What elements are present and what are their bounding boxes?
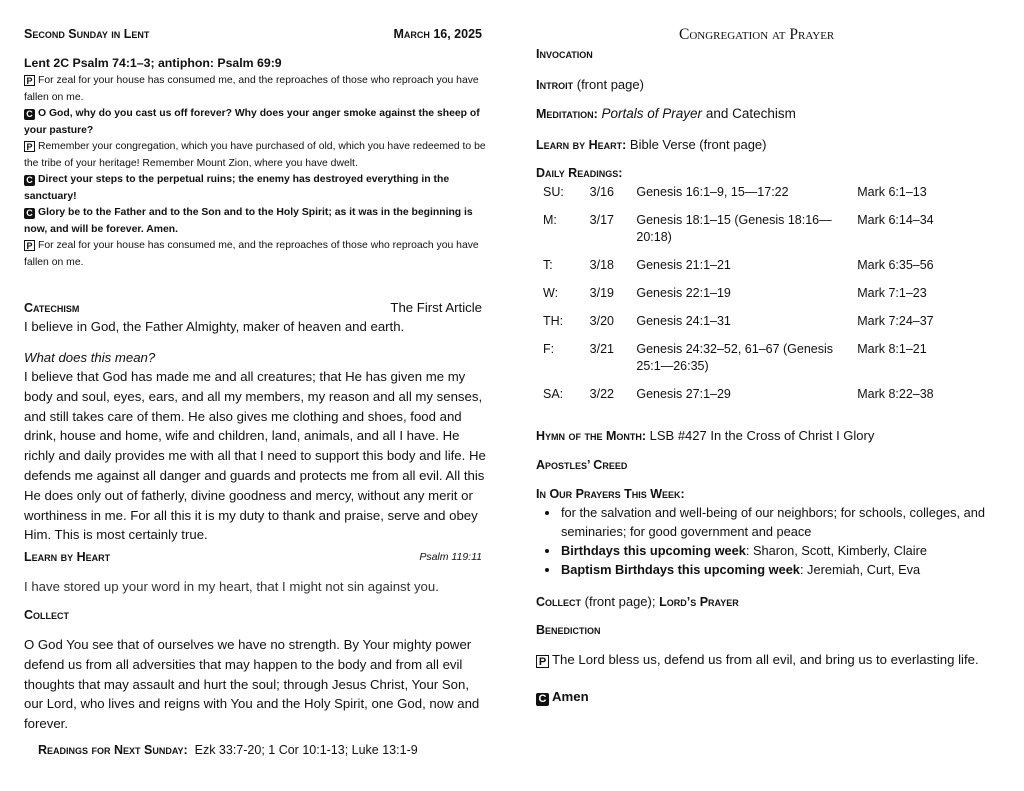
- hymn-text: LSB #427 In the Cross of Christ I Glory: [649, 428, 875, 443]
- introit-note: (front page): [576, 77, 644, 92]
- psalm-title: Lent 2C Psalm 74:1–3; antiphon: Psalm 69:9: [24, 56, 282, 70]
- reading-date: 3/20: [589, 314, 615, 328]
- introit-label: Introit: [536, 77, 574, 92]
- reading-nt: Mark 6:35–56: [857, 258, 934, 272]
- reading-date: 3/19: [589, 286, 615, 300]
- prayer-item: • for the salvation and well-being of our neighbors; for schools, colleges, and seminaries; for good government and peace: [560, 503, 1000, 541]
- psalm-line: P Remember your congregation, which you have purchased of old, which you have redeemed to be the tribe of your heritage! Remember Mount Zion, where you have dwelt.: [24, 141, 486, 169]
- learn-by-heart-label: Learn by Heart:: [536, 138, 627, 152]
- reading-nt: Mark 8:1–21: [857, 342, 927, 356]
- learn-reference: Psalm 119:11: [419, 551, 482, 563]
- collect-text: O God You see that of ourselves we have no strength. By Your mighty power defend us from all adversities that may happen to the body and from all evil thoughts that may assault and hurt the soul; through Jesus Christ, Your Son, our Lord, who lives and reigns with You and the Holy Spirit, one God, now and forever.: [24, 637, 480, 732]
- reading-date: 3/22: [589, 387, 615, 401]
- reading-ot: Genesis 22:1–19: [636, 286, 731, 300]
- learn-heading: Learn by Heart: [24, 550, 111, 564]
- congregation-badge-icon: C: [24, 208, 35, 219]
- prayer-item: • Birthdays this upcoming week: Sharon, Scott, Kimberly, Claire: [560, 541, 1000, 560]
- daily-reading-row: [543, 341, 986, 386]
- reading-day: W:: [543, 286, 559, 300]
- reading-ot: Genesis 24:1–31: [636, 314, 731, 328]
- collect-note: (front page);: [584, 594, 656, 609]
- daily-reading-row: [543, 184, 986, 212]
- creed-heading: Apostles’ Creed: [536, 458, 628, 472]
- prayers-heading: In Our Prayers This Week:: [536, 487, 685, 501]
- reading-date: 3/17: [589, 213, 615, 227]
- daily-reading-row: [543, 386, 986, 403]
- prayers-list: [536, 503, 1000, 579]
- daily-reading-row: [543, 285, 986, 313]
- daily-readings-heading: Daily Readings:: [536, 166, 623, 180]
- service-date: March 16, 2025: [393, 27, 482, 41]
- hymn-line: [536, 428, 874, 443]
- daily-readings-table: [543, 184, 986, 403]
- psalm-line: C Glory be to the Father and to the Son and to the Holy Spirit; as it was in the beginning is now, and will be forever. Amen.: [24, 207, 473, 235]
- congregation-badge-icon: C: [24, 109, 35, 120]
- reading-day: TH:: [543, 314, 564, 328]
- next-sunday-readings: Readings for Next Sunday: Ezk 33:7-20; 1 Cor 10:1-13; Luke 13:1-9: [38, 743, 418, 757]
- daily-reading-row: [543, 212, 986, 257]
- service-title: Second Sunday in Lent: [24, 27, 150, 41]
- daily-reading-row: [543, 257, 986, 285]
- reading-nt: Mark 6:1–13: [857, 185, 927, 199]
- reading-nt: Mark 7:1–23: [857, 286, 927, 300]
- collect-line: [536, 594, 739, 609]
- learn-by-heart-text: Bible Verse (front page): [629, 137, 767, 152]
- reading-ot: Genesis 16:1–9, 15—17:22: [636, 185, 789, 199]
- congregation-badge-icon: C: [536, 693, 549, 706]
- meditation-rest: and Catechism: [705, 106, 796, 121]
- reading-day: SU:: [543, 185, 564, 199]
- psalm-line: P For zeal for your house has consumed me, and the reproaches of those who reproach you have fallen on me.: [24, 240, 479, 268]
- meditation-book: Portals of Prayer: [601, 106, 703, 121]
- psalm-responsive-reading: [24, 73, 490, 271]
- reading-day: F:: [543, 342, 555, 356]
- psalm-line: P For zeal for your house has consumed me, and the reproaches of those who reproach you have fallen on me.: [24, 75, 479, 103]
- psalm-line: C O God, why do you cast us off forever? Why does your anger smoke against the sheep of your pasture?: [24, 108, 480, 136]
- next-sunday-text: Ezk 33:7-20; 1 Cor 10:1-13; Luke 13:1-9: [194, 743, 418, 757]
- benediction-text: P The Lord bless us, defend us from all evil, and bring us to everlasting life.: [536, 651, 986, 670]
- reading-ot: Genesis 21:1–21: [636, 258, 731, 272]
- catechism-creed: I believe in God, the Father Almighty, maker of heaven and earth.: [24, 319, 405, 334]
- pastor-badge-icon: P: [24, 141, 35, 152]
- learn-verse: I have stored up your word in my heart, that I might not sin against you.: [24, 579, 439, 594]
- hymn-label: Hymn of the Month:: [536, 429, 647, 443]
- meditation-label: Meditation:: [536, 107, 598, 121]
- catechism-question: What does this mean?: [24, 350, 156, 365]
- learn-by-heart-line: [536, 137, 766, 152]
- pastor-badge-icon: P: [24, 75, 35, 86]
- catechism-explanation: I believe that God has made me and all creatures; that He has given me my body and soul, eyes, ears, and all my members, my reason and all my senses, and still takes care of them. He also gives me clothing and shoes, food and drink, house and home, wife and children, land, animals, and all I have. He richly and daily provides me with all that I need to support this body and life. He defends me against all danger and guards and protects me from all evil. All this He does only out of fatherly, divine goodness and mercy, without any merit or worthiness in me. For all this it is my duty to thank and praise, serve and obey Him. This is most certainly true.: [24, 369, 486, 543]
- psalm-line: C Direct your steps to the perpetual ruins; the enemy has destroyed everything in the sanctuary!: [24, 174, 450, 202]
- lords-prayer-label: Lord’s Prayer: [659, 595, 739, 609]
- reading-date: 3/18: [589, 258, 615, 272]
- pastor-badge-icon: P: [24, 240, 35, 251]
- collect-label: Collect: [536, 595, 582, 609]
- catechism-heading: Catechism: [24, 301, 80, 315]
- meditation-line: [536, 106, 796, 121]
- reading-nt: Mark 8:22–38: [857, 387, 934, 401]
- benediction-heading: Benediction: [536, 623, 601, 637]
- prayer-item: • Baptism Birthdays this upcoming week: Jeremiah, Curt, Eva: [560, 560, 1000, 579]
- catechism-article: The First Article: [390, 300, 482, 315]
- benediction-response: C Amen: [536, 689, 589, 706]
- reading-ot: Genesis 18:1–15 (Genesis 18:16—20:18): [636, 213, 832, 244]
- daily-reading-row: [543, 313, 986, 341]
- reading-date: 3/21: [589, 342, 615, 356]
- introit-line: [536, 77, 644, 92]
- reading-ot: Genesis 24:32–52, 61–67 (Genesis 25:1—26:35): [636, 342, 834, 373]
- next-sunday-label: Readings for Next Sunday: [38, 743, 184, 757]
- reading-day: SA:: [543, 387, 564, 401]
- right-title: Congregation at Prayer: [679, 26, 835, 43]
- invocation-heading: Invocation: [536, 47, 593, 61]
- reading-ot: Genesis 27:1–29: [636, 387, 731, 401]
- collect-heading: Collect: [24, 608, 70, 622]
- pastor-badge-icon: P: [536, 655, 549, 668]
- reading-date: 3/16: [589, 185, 615, 199]
- reading-nt: Mark 6:14–34: [857, 213, 934, 227]
- reading-day: T:: [543, 258, 553, 272]
- reading-nt: Mark 7:24–37: [857, 314, 934, 328]
- reading-day: M:: [543, 213, 557, 227]
- congregation-badge-icon: C: [24, 175, 35, 186]
